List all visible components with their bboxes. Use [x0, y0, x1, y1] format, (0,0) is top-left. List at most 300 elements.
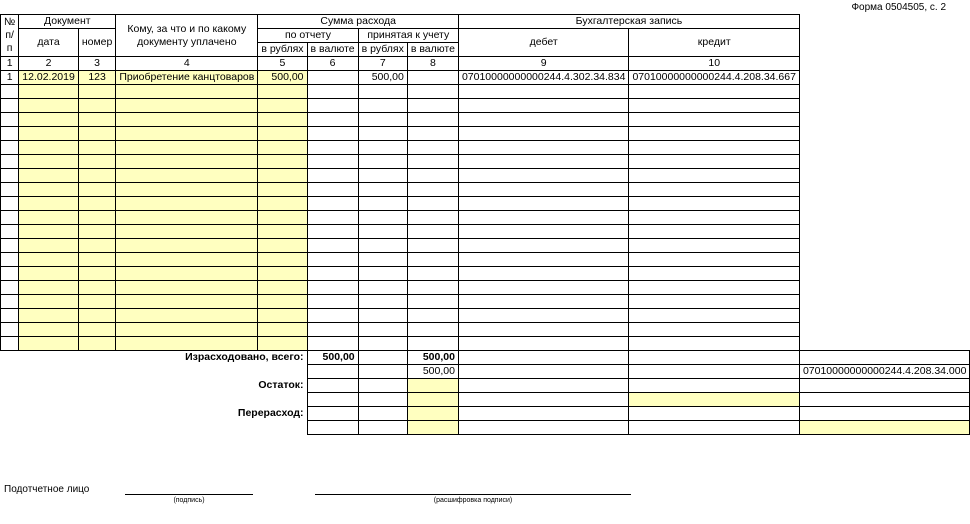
- cell-rub-report[interactable]: [258, 239, 307, 253]
- row2-debit[interactable]: [629, 365, 800, 379]
- spent-report[interactable]: 500,00: [307, 351, 358, 365]
- cell-date[interactable]: [19, 127, 79, 141]
- cell-payee[interactable]: [116, 239, 258, 253]
- cell-number[interactable]: [78, 267, 116, 281]
- cell-date[interactable]: 12.02.2019: [19, 71, 79, 85]
- cell-rub-report[interactable]: [258, 337, 307, 351]
- cell-debit[interactable]: [458, 281, 629, 295]
- cell-rub-report[interactable]: [258, 85, 307, 99]
- decoding-line[interactable]: [315, 494, 631, 495]
- cell-cur-accepted[interactable]: [407, 141, 458, 155]
- column-number-10: 10: [629, 57, 800, 71]
- cell-num[interactable]: [1, 281, 19, 295]
- cell-credit[interactable]: [629, 225, 800, 239]
- rem2-report[interactable]: [307, 393, 358, 407]
- cell-number[interactable]: [78, 127, 116, 141]
- table-row: [1, 85, 970, 99]
- cell-num[interactable]: [1, 155, 19, 169]
- over2-accepted[interactable]: [407, 421, 458, 435]
- row2-cur-accepted[interactable]: [458, 365, 629, 379]
- cell-debit[interactable]: [458, 323, 629, 337]
- table-row: [1, 225, 970, 239]
- cell-payee[interactable]: [116, 295, 258, 309]
- blank-label-2: [1, 393, 308, 407]
- cell-rub-report[interactable]: [258, 267, 307, 281]
- header-credit: кредит: [629, 29, 800, 57]
- header-rub-accepted: в рублях: [358, 43, 407, 57]
- expense-table: [0, 14, 970, 435]
- cell-credit[interactable]: [629, 155, 800, 169]
- over2-debit[interactable]: [629, 421, 800, 435]
- cell-debit[interactable]: [458, 253, 629, 267]
- cell-num[interactable]: 1: [1, 71, 19, 85]
- header-debit: дебет: [458, 29, 629, 57]
- cell-num[interactable]: [1, 253, 19, 267]
- cell-num[interactable]: [1, 267, 19, 281]
- cell-num[interactable]: [1, 337, 19, 351]
- cell-date[interactable]: [19, 323, 79, 337]
- cell-rub-report[interactable]: [258, 295, 307, 309]
- cell-cur-report[interactable]: [307, 85, 358, 99]
- totals-row: [1, 351, 970, 365]
- cell-cur-accepted[interactable]: [407, 337, 458, 351]
- cell-rub-report[interactable]: [258, 155, 307, 169]
- cell-debit[interactable]: [458, 141, 629, 155]
- cell-cur-accepted[interactable]: [407, 225, 458, 239]
- overspend-label: Перерасход:: [237, 407, 304, 419]
- cell-date[interactable]: [19, 309, 79, 323]
- table-row: [1, 155, 970, 169]
- cell-cur-report[interactable]: [307, 71, 358, 85]
- cell-rub-accepted[interactable]: [358, 85, 407, 99]
- cell-payee[interactable]: [116, 197, 258, 211]
- form-header: Форма 0504505, с. 2: [851, 2, 946, 13]
- rem-cur-accepted[interactable]: [458, 379, 629, 393]
- cell-payee[interactable]: [116, 211, 258, 225]
- cell-payee[interactable]: [116, 127, 258, 141]
- cell-cur-accepted[interactable]: [407, 281, 458, 295]
- table-row: [1, 253, 970, 267]
- cell-payee[interactable]: [116, 99, 258, 113]
- cell-credit[interactable]: [629, 113, 800, 127]
- cell-num[interactable]: [1, 99, 19, 113]
- cell-debit[interactable]: [458, 295, 629, 309]
- cell-rub-report[interactable]: [258, 183, 307, 197]
- cell-rub-report[interactable]: [258, 281, 307, 295]
- column-number-8: 8: [407, 57, 458, 71]
- cell-payee[interactable]: [116, 267, 258, 281]
- cell-payee[interactable]: [116, 85, 258, 99]
- cell-date[interactable]: [19, 99, 79, 113]
- cell-number[interactable]: [78, 211, 116, 225]
- cell-date[interactable]: [19, 267, 79, 281]
- cell-credit[interactable]: [629, 85, 800, 99]
- cell-num[interactable]: [1, 309, 19, 323]
- table-row: [1, 71, 970, 85]
- cell-rub-accepted[interactable]: [358, 155, 407, 169]
- cell-cur-report[interactable]: [307, 169, 358, 183]
- rem2-accepted[interactable]: [407, 393, 458, 407]
- cell-rub-report[interactable]: 500,00: [258, 71, 307, 85]
- cell-cur-accepted[interactable]: [407, 211, 458, 225]
- cell-payee[interactable]: [116, 141, 258, 155]
- cell-payee[interactable]: [116, 155, 258, 169]
- cell-cur-report[interactable]: [307, 295, 358, 309]
- cell-debit[interactable]: [458, 267, 629, 281]
- signature-footer: [0, 484, 950, 524]
- cell-payee[interactable]: [116, 113, 258, 127]
- cell-num[interactable]: [1, 225, 19, 239]
- column-number-2: 2: [19, 57, 79, 71]
- row2-accepted[interactable]: 500,00: [407, 365, 458, 379]
- cell-rub-accepted[interactable]: [358, 295, 407, 309]
- cell-credit[interactable]: [629, 281, 800, 295]
- table-row: [1, 127, 970, 141]
- cell-cur-accepted[interactable]: [407, 99, 458, 113]
- cell-rub-accepted[interactable]: [358, 253, 407, 267]
- header-number: номер: [78, 29, 116, 57]
- header-per-report: по отчету: [258, 29, 358, 43]
- totals-row: [1, 393, 970, 407]
- rem2-cur-report[interactable]: [358, 393, 407, 407]
- cell-number[interactable]: [78, 155, 116, 169]
- table-row: [1, 337, 970, 351]
- table-row: [1, 309, 970, 323]
- cell-rub-report[interactable]: [258, 225, 307, 239]
- row2-report[interactable]: [307, 365, 358, 379]
- cell-debit[interactable]: [458, 113, 629, 127]
- spent-label: Израсходовано, всего:: [185, 351, 304, 364]
- cell-cur-accepted[interactable]: [407, 183, 458, 197]
- cell-payee[interactable]: [116, 281, 258, 295]
- cell-date[interactable]: [19, 183, 79, 197]
- cell-date[interactable]: [19, 141, 79, 155]
- cell-num[interactable]: [1, 323, 19, 337]
- cell-date[interactable]: [19, 169, 79, 183]
- cell-cur-accepted[interactable]: [407, 113, 458, 127]
- row2-credit[interactable]: 07010000000000244.4.208.34.000: [799, 365, 970, 379]
- cell-cur-report[interactable]: [307, 127, 358, 141]
- cell-num[interactable]: [1, 113, 19, 127]
- table-row: [1, 281, 970, 295]
- cell-credit[interactable]: [629, 141, 800, 155]
- table-row: [1, 197, 970, 211]
- cell-number[interactable]: [78, 309, 116, 323]
- cell-num[interactable]: [1, 141, 19, 155]
- cell-rub-accepted[interactable]: [358, 239, 407, 253]
- cell-credit[interactable]: [629, 197, 800, 211]
- cell-number[interactable]: [78, 197, 116, 211]
- cell-payee[interactable]: [116, 169, 258, 183]
- column-number-9: 9: [458, 57, 629, 71]
- column-number-4: 4: [116, 57, 258, 71]
- column-number-1: 1: [1, 57, 19, 71]
- cell-cur-report[interactable]: [307, 141, 358, 155]
- cell-cur-report[interactable]: [307, 337, 358, 351]
- cell-credit[interactable]: [629, 239, 800, 253]
- over2-report[interactable]: [307, 421, 358, 435]
- column-number-3: 3: [78, 57, 116, 71]
- over2-credit[interactable]: [799, 421, 970, 435]
- cell-rub-accepted[interactable]: [358, 141, 407, 155]
- cell-payee[interactable]: [116, 253, 258, 267]
- cell-date[interactable]: [19, 253, 79, 267]
- cell-cur-accepted[interactable]: [407, 323, 458, 337]
- cell-date[interactable]: [19, 197, 79, 211]
- totals-row: [1, 421, 970, 435]
- cell-num[interactable]: [1, 169, 19, 183]
- cell-rub-report[interactable]: [258, 127, 307, 141]
- header-date: дата: [19, 29, 79, 57]
- table-row: [1, 267, 970, 281]
- cell-number[interactable]: [78, 141, 116, 155]
- cell-credit[interactable]: [629, 337, 800, 351]
- cell-payee[interactable]: [116, 225, 258, 239]
- cell-cur-report[interactable]: [307, 309, 358, 323]
- table-row: [1, 211, 970, 225]
- cell-number[interactable]: [78, 323, 116, 337]
- cell-debit[interactable]: [458, 309, 629, 323]
- rem-cur-report[interactable]: [358, 379, 407, 393]
- over-cur-report[interactable]: [358, 407, 407, 421]
- cell-date[interactable]: [19, 85, 79, 99]
- cell-payee[interactable]: Приобретение канцтоваров: [116, 71, 258, 85]
- cell-cur-report[interactable]: [307, 197, 358, 211]
- cell-debit[interactable]: [458, 239, 629, 253]
- cell-credit[interactable]: [629, 295, 800, 309]
- cell-credit[interactable]: [629, 183, 800, 197]
- cell-debit[interactable]: [458, 155, 629, 169]
- cell-debit[interactable]: [458, 127, 629, 141]
- cell-debit[interactable]: [458, 337, 629, 351]
- cell-rub-accepted[interactable]: [358, 169, 407, 183]
- cell-cur-report[interactable]: [307, 155, 358, 169]
- cell-num[interactable]: [1, 197, 19, 211]
- cell-number[interactable]: [78, 295, 116, 309]
- cell-cur-accepted[interactable]: [407, 169, 458, 183]
- cell-rub-accepted[interactable]: [358, 267, 407, 281]
- cell-rub-accepted[interactable]: [358, 323, 407, 337]
- cell-cur-report[interactable]: [307, 211, 358, 225]
- column-numbers-row: [1, 57, 970, 71]
- cell-num[interactable]: [1, 85, 19, 99]
- signature-line[interactable]: [125, 494, 253, 495]
- cell-number[interactable]: [78, 225, 116, 239]
- cell-rub-report[interactable]: [258, 113, 307, 127]
- cell-cur-accepted[interactable]: [407, 85, 458, 99]
- rem-debit[interactable]: [629, 379, 800, 393]
- cell-num[interactable]: [1, 183, 19, 197]
- spent-cur-accepted[interactable]: [458, 351, 629, 365]
- cell-cur-report[interactable]: [307, 183, 358, 197]
- cell-cur-accepted[interactable]: [407, 253, 458, 267]
- header-expense-sum: Сумма расхода: [258, 15, 459, 29]
- signature-caption: (подпись): [173, 497, 205, 504]
- spent-debit[interactable]: [629, 351, 800, 365]
- spent-accepted[interactable]: 500,00: [407, 351, 458, 365]
- cell-cur-accepted[interactable]: [407, 239, 458, 253]
- cell-date[interactable]: [19, 337, 79, 351]
- cell-credit[interactable]: [629, 211, 800, 225]
- cell-cur-report[interactable]: [307, 225, 358, 239]
- cell-rub-accepted[interactable]: [358, 309, 407, 323]
- cell-cur-accepted[interactable]: [407, 71, 458, 85]
- cell-number[interactable]: [78, 113, 116, 127]
- blank-label-3: [1, 421, 308, 435]
- cell-num[interactable]: [1, 127, 19, 141]
- totals-row: [1, 379, 970, 393]
- table-row: [1, 113, 970, 127]
- cell-rub-accepted[interactable]: [358, 281, 407, 295]
- cell-payee[interactable]: [116, 309, 258, 323]
- cell-credit[interactable]: [629, 267, 800, 281]
- cell-rub-accepted[interactable]: [358, 197, 407, 211]
- spent-cur-report[interactable]: [358, 351, 407, 365]
- table-row: [1, 295, 970, 309]
- cell-rub-accepted[interactable]: [358, 113, 407, 127]
- cell-number[interactable]: [78, 85, 116, 99]
- remainder-label: Остаток:: [258, 379, 304, 391]
- column-number-7: 7: [358, 57, 407, 71]
- cell-rub-accepted[interactable]: 500,00: [358, 71, 407, 85]
- over-credit[interactable]: [799, 407, 970, 421]
- over-report[interactable]: [307, 407, 358, 421]
- cell-rub-report[interactable]: [258, 197, 307, 211]
- cell-debit[interactable]: [458, 99, 629, 113]
- header-document: Документ: [19, 15, 116, 29]
- cell-payee[interactable]: [116, 183, 258, 197]
- rem2-cur-accepted[interactable]: [458, 393, 629, 407]
- header-rub-report: в рублях: [258, 43, 307, 57]
- cell-num[interactable]: [1, 211, 19, 225]
- cell-rub-accepted[interactable]: [358, 99, 407, 113]
- cell-number[interactable]: [78, 281, 116, 295]
- cell-cur-report[interactable]: [307, 253, 358, 267]
- row2-cur-report[interactable]: [358, 365, 407, 379]
- cell-date[interactable]: [19, 155, 79, 169]
- cell-num[interactable]: [1, 295, 19, 309]
- cell-debit[interactable]: [458, 169, 629, 183]
- cell-rub-report[interactable]: [258, 323, 307, 337]
- rem-accepted[interactable]: [407, 379, 458, 393]
- cell-payee[interactable]: [116, 337, 258, 351]
- cell-rub-report[interactable]: [258, 309, 307, 323]
- header-cur-accepted: в валюте: [407, 43, 458, 57]
- cell-debit[interactable]: [458, 197, 629, 211]
- cell-date[interactable]: [19, 295, 79, 309]
- cell-cur-accepted[interactable]: [407, 127, 458, 141]
- over-accepted[interactable]: [407, 407, 458, 421]
- header-cur-report: в валюте: [307, 43, 358, 57]
- cell-rub-report[interactable]: [258, 169, 307, 183]
- cell-cur-accepted[interactable]: [407, 155, 458, 169]
- cell-rub-report[interactable]: [258, 253, 307, 267]
- cell-date[interactable]: [19, 225, 79, 239]
- cell-cur-accepted[interactable]: [407, 267, 458, 281]
- rem2-credit[interactable]: [799, 393, 970, 407]
- cell-rub-accepted[interactable]: [358, 211, 407, 225]
- rem-report[interactable]: [307, 379, 358, 393]
- table-row: [1, 99, 970, 113]
- cell-rub-accepted[interactable]: [358, 337, 407, 351]
- header-payee: Кому, за что и по какому документу уплачено: [116, 15, 258, 57]
- table-row: [1, 323, 970, 337]
- cell-number[interactable]: [78, 183, 116, 197]
- spent-credit[interactable]: [799, 351, 970, 365]
- over-cur-accepted[interactable]: [458, 407, 629, 421]
- cell-date[interactable]: [19, 281, 79, 295]
- cell-number[interactable]: [78, 337, 116, 351]
- cell-debit[interactable]: [458, 225, 629, 239]
- cell-cur-report[interactable]: [307, 323, 358, 337]
- column-number-6: 6: [307, 57, 358, 71]
- cell-payee[interactable]: [116, 323, 258, 337]
- over2-cur-report[interactable]: [358, 421, 407, 435]
- over2-cur-accepted[interactable]: [458, 421, 629, 435]
- blank-label: [1, 365, 308, 379]
- cell-cur-report[interactable]: [307, 281, 358, 295]
- cell-credit[interactable]: [629, 169, 800, 183]
- cell-credit[interactable]: [629, 99, 800, 113]
- table-row: [1, 183, 970, 197]
- cell-credit[interactable]: 07010000000000244.4.208.34.667: [629, 71, 800, 85]
- cell-rub-accepted[interactable]: [358, 127, 407, 141]
- cell-cur-accepted[interactable]: [407, 309, 458, 323]
- cell-debit[interactable]: [458, 85, 629, 99]
- cell-num[interactable]: [1, 239, 19, 253]
- cell-date[interactable]: [19, 211, 79, 225]
- cell-rub-accepted[interactable]: [358, 183, 407, 197]
- table-row: [1, 239, 970, 253]
- cell-number[interactable]: [78, 239, 116, 253]
- cell-rub-report[interactable]: [258, 99, 307, 113]
- rem2-debit[interactable]: [629, 393, 800, 407]
- column-number-5: 5: [258, 57, 307, 71]
- cell-rub-accepted[interactable]: [358, 225, 407, 239]
- cell-date[interactable]: [19, 239, 79, 253]
- rem-credit[interactable]: [799, 379, 970, 393]
- header-num: № п/п: [1, 15, 19, 57]
- cell-cur-report[interactable]: [307, 113, 358, 127]
- cell-date[interactable]: [19, 113, 79, 127]
- cell-cur-report[interactable]: [307, 267, 358, 281]
- table-row: [1, 169, 970, 183]
- cell-number[interactable]: 123: [78, 71, 116, 85]
- cell-number[interactable]: [78, 99, 116, 113]
- header-accepted: принятая к учету: [358, 29, 458, 43]
- cell-debit[interactable]: [458, 183, 629, 197]
- cell-number[interactable]: [78, 253, 116, 267]
- cell-debit[interactable]: 07010000000000244.4.302.34.834: [458, 71, 629, 85]
- cell-rub-report[interactable]: [258, 141, 307, 155]
- decoding-caption: (расшифровка подписи): [433, 497, 513, 504]
- cell-cur-report[interactable]: [307, 239, 358, 253]
- over-debit[interactable]: [629, 407, 800, 421]
- totals-row: [1, 407, 970, 421]
- cell-cur-accepted[interactable]: [407, 295, 458, 309]
- totals-row: [1, 365, 970, 379]
- cell-credit[interactable]: [629, 253, 800, 267]
- cell-credit[interactable]: [629, 323, 800, 337]
- cell-credit[interactable]: [629, 309, 800, 323]
- cell-cur-accepted[interactable]: [407, 197, 458, 211]
- cell-rub-report[interactable]: [258, 211, 307, 225]
- cell-debit[interactable]: [458, 211, 629, 225]
- cell-credit[interactable]: [629, 127, 800, 141]
- cell-number[interactable]: [78, 169, 116, 183]
- table-row: [1, 141, 970, 155]
- cell-cur-report[interactable]: [307, 99, 358, 113]
